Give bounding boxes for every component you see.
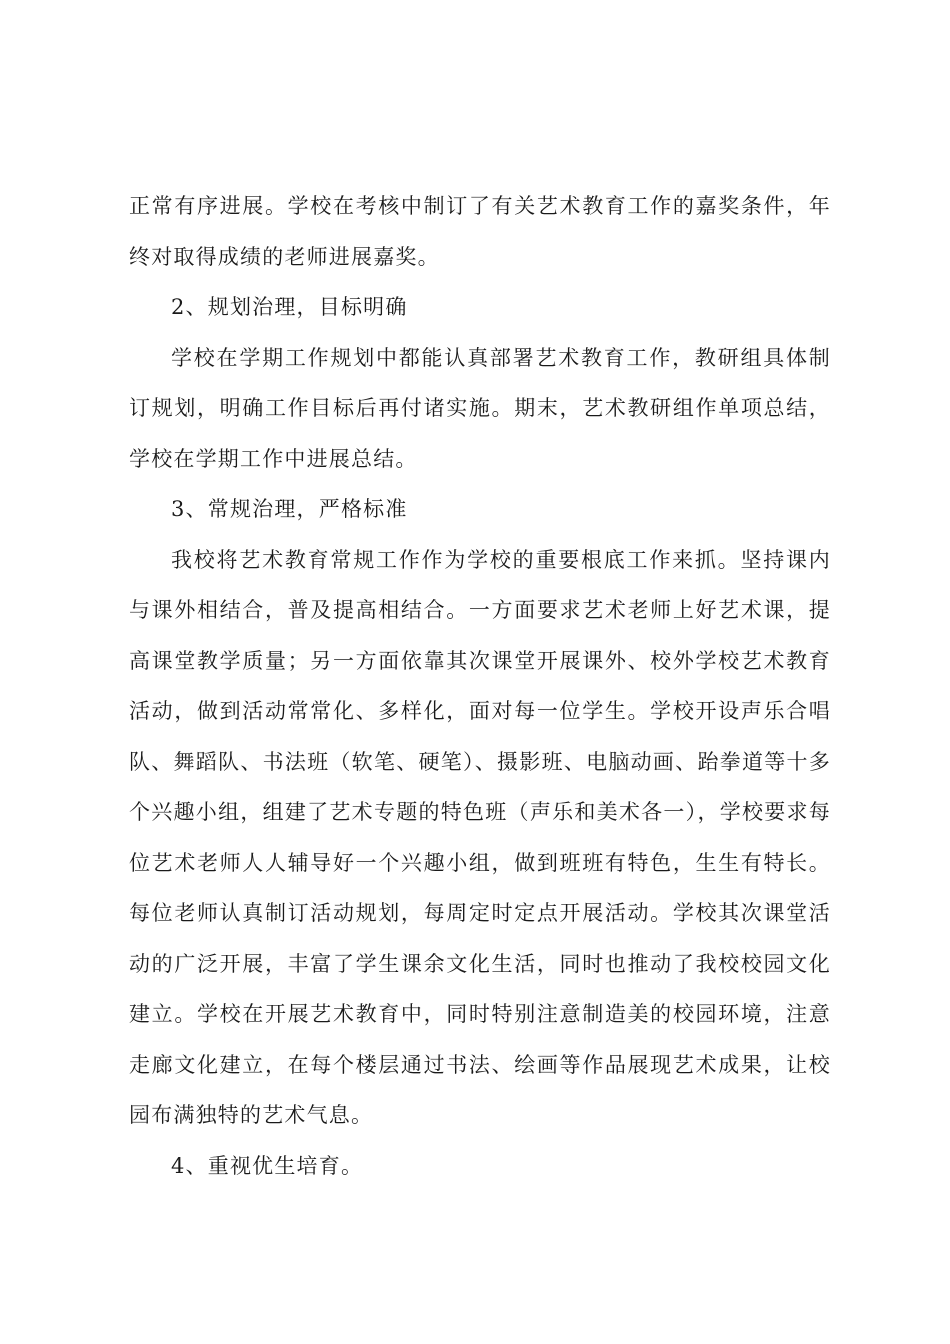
section-heading-planning: 2、规划治理，目标明确	[171, 295, 408, 319]
document-body	[129, 181, 831, 1191]
section-heading-talent: 4、重视优生培育。	[171, 1153, 364, 1178]
body-paragraph: 正常有序进展。学校在考核中制订了有关艺术教育工作的嘉奖条件，年终对取得成绩的老师进展嘉奖。	[129, 194, 831, 269]
body-paragraph: 学校在学期工作规划中都能认真部署艺术教育工作，教研组具体制订规划，明确工作目标后再付诸实施。期末，艺术教研组作单项总结，学校在学期工作中进展总结。	[129, 345, 831, 471]
body-paragraph: 我校将艺术教育常规工作作为学校的重要根底工作来抓。坚持课内与课外相结合，普及提高相结合。一方面要求艺术老师上好艺术课，提高课堂教学质量；另一方面依靠其次课堂开展课外、校外学校艺术教育活动，做到活动常常化、多样化，面对每一位学生。学校开设声乐合唱队、舞蹈队、书法班（软笔、硬笔）、摄影班、电脑动画、跆拳道等十多个兴趣小组，组建了艺术专题的特色班（声乐和美术各一），学校要求每位艺术老师人人辅导好一个兴趣小组，做到班班有特色，生生有特长。每位老师认真制订活动规划，每周定时定点开展活动。学校其次课堂活动的广泛开展，丰富了学生课余文化生活，同时也推动了我校校园文化建立。学校在开展艺术教育中，同时特别注意制造美的校园环境，注意走廊文化建立，在每个楼层通过书法、绘画等作品展现艺术成果，让校园布满独特的艺术气息。	[129, 547, 831, 1127]
section-heading-routine: 3、常规治理，严格标准	[171, 497, 408, 521]
